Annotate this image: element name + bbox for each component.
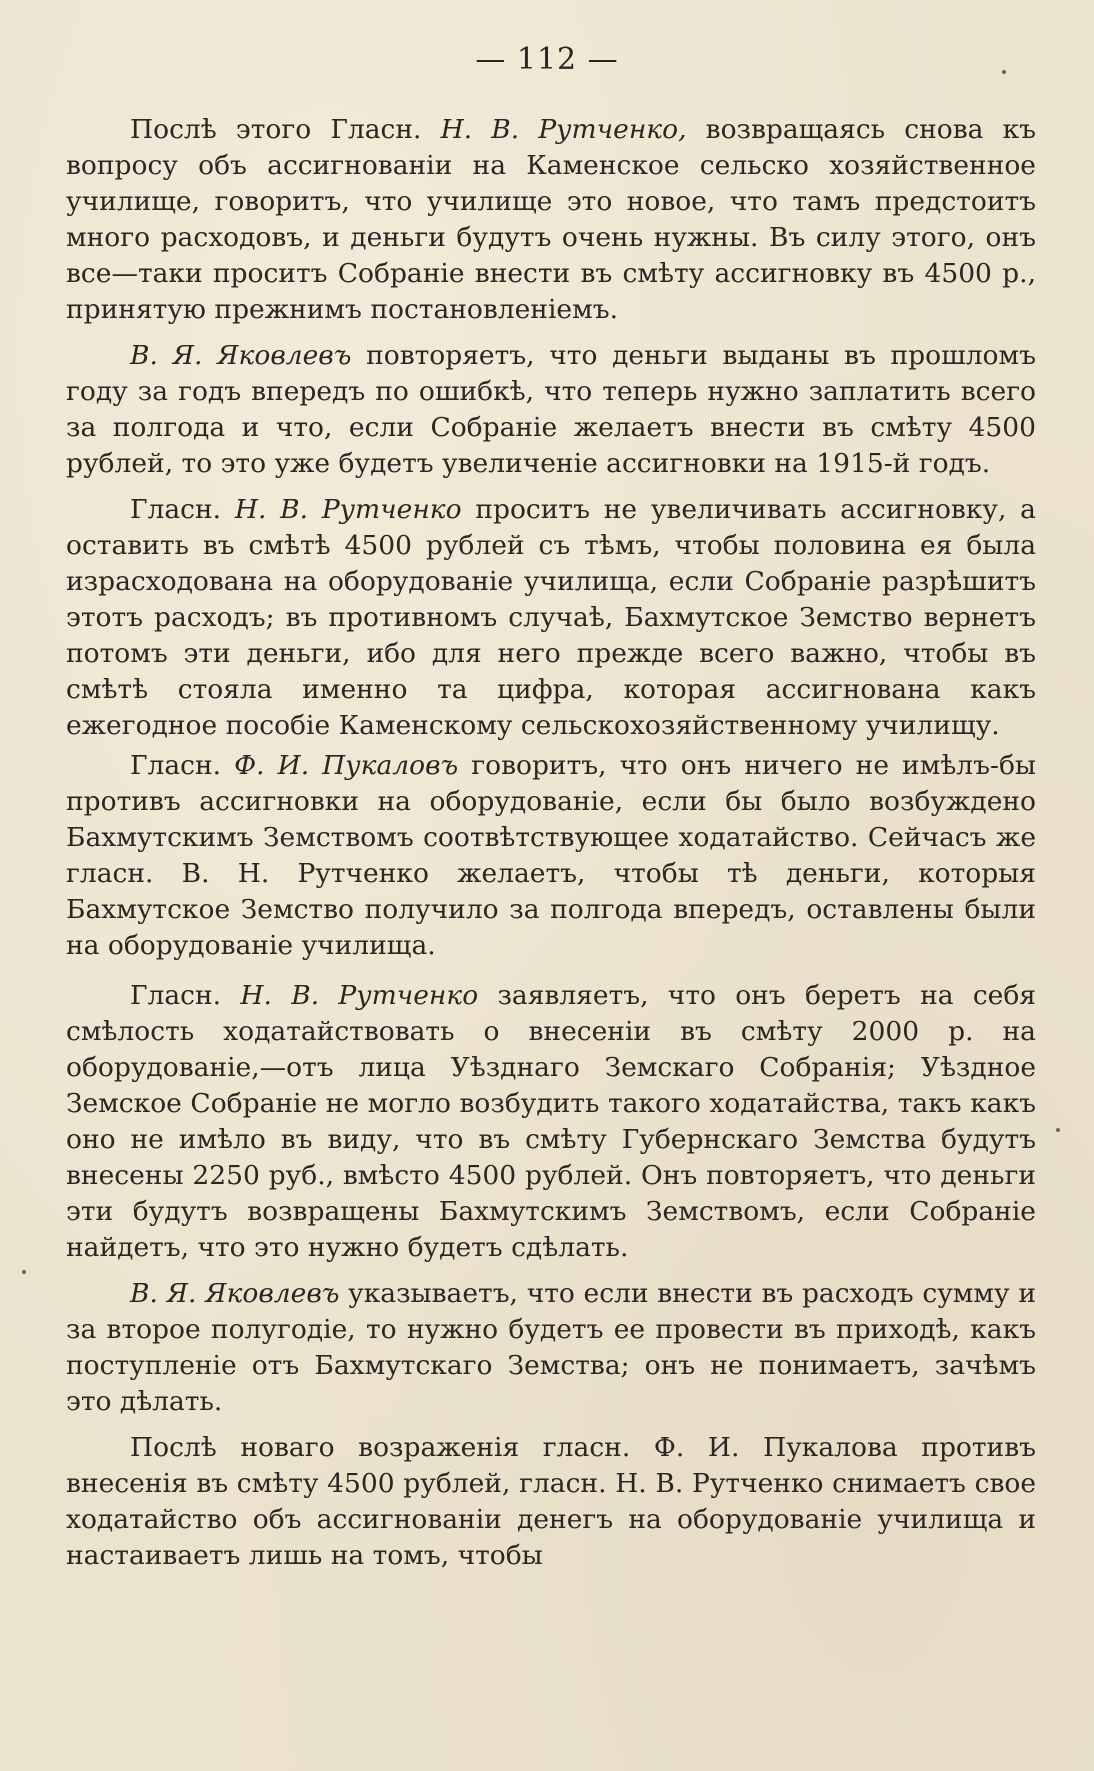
print-speck <box>22 1270 26 1274</box>
paragraph-text: Гласн. <box>130 750 235 781</box>
print-speck <box>1002 70 1006 74</box>
paragraph-1 <box>66 112 1036 328</box>
paragraph-text: Гласн. <box>130 494 235 525</box>
paragraph-text: Гласн. <box>130 980 241 1011</box>
paragraph-2 <box>66 338 1036 482</box>
paragraph-text: возвращаясь снова къ вопросу объ ассигнованіи на Каменское сельско хозяйственное училище, говоритъ, что училище это новое, что тамъ предстоитъ много расходовъ, и деньги будутъ очень нужны. Въ силу этого, онъ все—таки проситъ Собраніе внести въ смѣту ассигновку въ 4500 р., принятую прежнимъ постановленіемъ. <box>66 114 1036 325</box>
speaker-name: В. Я. Яковлевъ <box>130 1278 340 1309</box>
speaker-name: Н. В. Рутченко <box>234 494 462 525</box>
paragraph-text: Послѣ новаго возраженія гласн. Ф. И. Пукалова противъ внесенія въ смѣту 4500 рублей, гласн. Н. В. Рутченко снимаетъ свое ходатайство объ ассигнованіи денегъ на оборудованіе училища и настаиваетъ лишь на томъ, чтобы <box>66 1432 1036 1571</box>
paragraph-text: проситъ не увеличивать ассигновку, а оставить въ смѣтѣ 4500 рублей съ тѣмъ, чтобы половина ея была израсходована на оборудованіе училища, если Собраніе разрѣшитъ этотъ расходъ; въ противномъ случаѣ, Бахмутское Земство вернетъ потомъ эти деньги, ибо для него прежде всего важно, чтобы въ смѣтѣ стояла именно та цифра, которая ассигнована какъ ежегодное пособіе Каменскому сельскохозяйственному училищу. <box>66 494 1036 741</box>
page-number: — 112 — <box>475 42 619 77</box>
body-text <box>66 112 1036 1584</box>
speaker-name: Н. В. Рутченко <box>240 980 479 1011</box>
paragraph-7 <box>66 1430 1036 1574</box>
paragraph-text: указываетъ, что если внести въ расходъ сумму и за второе полугодіе, то нужно будетъ ее провести въ приходѣ, какъ поступленіе отъ Бахмутскаго Земства; онъ не понимаетъ, зачѣмъ это дѣлать. <box>66 1278 1036 1417</box>
print-speck <box>1056 1128 1060 1132</box>
speaker-name: Ф. И. Пукаловъ <box>234 750 459 781</box>
paragraph-text: заявляетъ, что онъ беретъ на себя смѣлость ходатайствовать о внесеніи въ смѣту 2000 р. на оборудованіе,—отъ лица Уѣзднаго Земскаго Собранія; Уѣздное Земское Собраніе не могло возбудить такого ходатайства, такъ какъ оно не имѣло въ виду, что въ смѣту Губернскаго Земства будутъ внесены 2250 руб., вмѣсто 4500 рублей. Онъ повторяетъ, что деньги эти будутъ возвращены Бахмутскимъ Земствомъ, если Собраніе найдетъ, что это нужно будетъ сдѣлать. <box>66 980 1037 1263</box>
paragraph-text: говоритъ, что онъ ничего не имѣлъ-бы противъ ассигновки на оборудованіе, если бы было возбуждено Бахмутскимъ Земствомъ соотвѣтствующее ходатайство. Сейчасъ же гласн. В. Н. Рутченко желаетъ, чтобы тѣ деньги, которыя Бахмутское Земство получило за полгода впередъ, оставлены были на оборудованіе училища. <box>66 750 1037 961</box>
speaker-name: Н. В. Рутченко, <box>440 114 687 145</box>
paragraph-4 <box>66 748 1036 964</box>
paragraph-6 <box>66 1276 1036 1420</box>
paragraph-5 <box>66 978 1036 1266</box>
paragraph-text: Послѣ этого Гласн. <box>130 114 441 145</box>
speaker-name: В. Я. Яковлевъ <box>130 340 352 371</box>
paragraph-3 <box>66 492 1036 744</box>
paragraph-text: повторяетъ, что деньги выданы въ прошломъ году за годъ впередъ по ошибкѣ, что теперь нужно заплатить всего за полгода и что, если Собраніе желаетъ внести въ смѣту 4500 рублей, то это уже будетъ увеличеніе ассигновки на 1915-й годъ. <box>66 340 1036 479</box>
